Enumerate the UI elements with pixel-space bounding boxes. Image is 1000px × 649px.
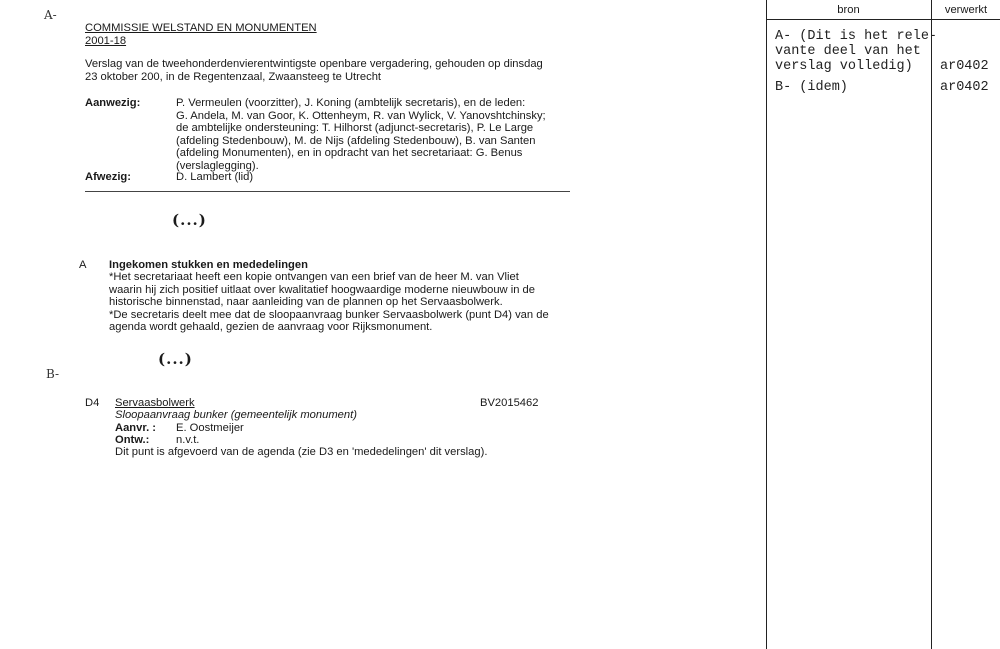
absent-value: D. Lambert (lid) [176, 171, 254, 183]
section-line: historische binnenstad, naar aanleiding van de plannen op het Servaasbolwerk. [109, 296, 503, 309]
processed-code: ar0402 [940, 80, 989, 95]
intro-line-1: Verslag van de tweehonderdenvierentwintigste openbare vergadering, gehouden op dinsdag [85, 58, 543, 70]
section-line: waarin hij zich positief uitlaat over kwalitatief hoogwaardige moderne nieuwbouw in de [109, 283, 535, 296]
intro-line-2: 23 oktober 200, in de Regentenzaal, Zwaansteeg te Utrecht [85, 71, 382, 83]
column-header-processed: verwerkt [944, 4, 988, 16]
document-title: COMMISSIE WELSTAND EN MONUMENTEN [85, 22, 317, 34]
source-line: verslag volledig) [775, 59, 913, 74]
source-line: vante deel van het [775, 44, 921, 59]
item-title: Servaasbolwerk [115, 397, 195, 409]
table-row [775, 29, 937, 74]
present-line: (afdeling Stedenbouw), M. de Nijs (afdeling Stedenbouw), B. van Santen [176, 134, 536, 147]
section-line: *De secretaris deelt mee dat de sloopaanvraag bunker Servaasbolwerk (punt D4) van de [109, 308, 549, 321]
applicant-value: E. Oostmeijer [176, 422, 244, 434]
section-heading: Ingekomen stukken en mededelingen [109, 259, 308, 271]
column-header-source: bron [837, 4, 860, 16]
present-line: de ambtelijke ondersteuning: T. Hilhorst (adjunct-secretaris), P. Le Large [176, 122, 534, 135]
table-border-left [766, 0, 767, 649]
table-row [775, 80, 848, 95]
section-letter: A [79, 259, 87, 271]
marker-a: A- [44, 8, 57, 22]
omission-marker-1: (...) [172, 211, 207, 229]
divider [85, 191, 570, 192]
present-list [176, 97, 546, 173]
item-number: D4 [85, 397, 100, 409]
present-line: G. Andela, M. van Goor, K. Ottenheym, R. van Wylick, V. Yanovshtchinsky; [176, 109, 546, 122]
present-line: (afdeling Monumenten), en in opdracht van het secretariaat: G. Benus [176, 147, 523, 160]
document-code: 2001-18 [85, 35, 127, 47]
item-subtitle: Sloopaanvraag bunker (gemeentelijk monument) [115, 409, 357, 421]
item-note: Dit punt is afgevoerd van de agenda (zie D3 en 'mededelingen' dit verslag). [115, 446, 488, 458]
source-line: B- (idem) [775, 80, 848, 95]
present-line: (verslaglegging). [176, 159, 259, 172]
section-line: agenda wordt gehaald, gezien de aanvraag voor Rijksmonument. [109, 321, 433, 334]
processed-code: ar0402 [940, 59, 989, 74]
source-line: A- (Dit is het rele- [775, 29, 938, 44]
marker-b: B- [46, 367, 60, 381]
present-line: P. Vermeulen (voorzitter), J. Koning (ambtelijk secretaris), en de leden: [176, 97, 526, 109]
absent-label: Afwezig: [85, 171, 131, 183]
item-reference: BV2015462 [480, 397, 539, 409]
table-header-rule [766, 19, 1000, 20]
section-line: *Het secretariaat heeft een kopie ontvangen van een brief van de heer M. van Vliet [109, 271, 519, 283]
designer-label: Ontw.: [115, 434, 150, 446]
present-label: Aanwezig: [85, 97, 141, 109]
applicant-label: Aanvr. : [115, 422, 157, 434]
table-border-middle [931, 0, 932, 649]
omission-marker-2: (...) [158, 350, 193, 368]
section-body [109, 271, 549, 334]
designer-value: n.v.t. [176, 434, 200, 446]
